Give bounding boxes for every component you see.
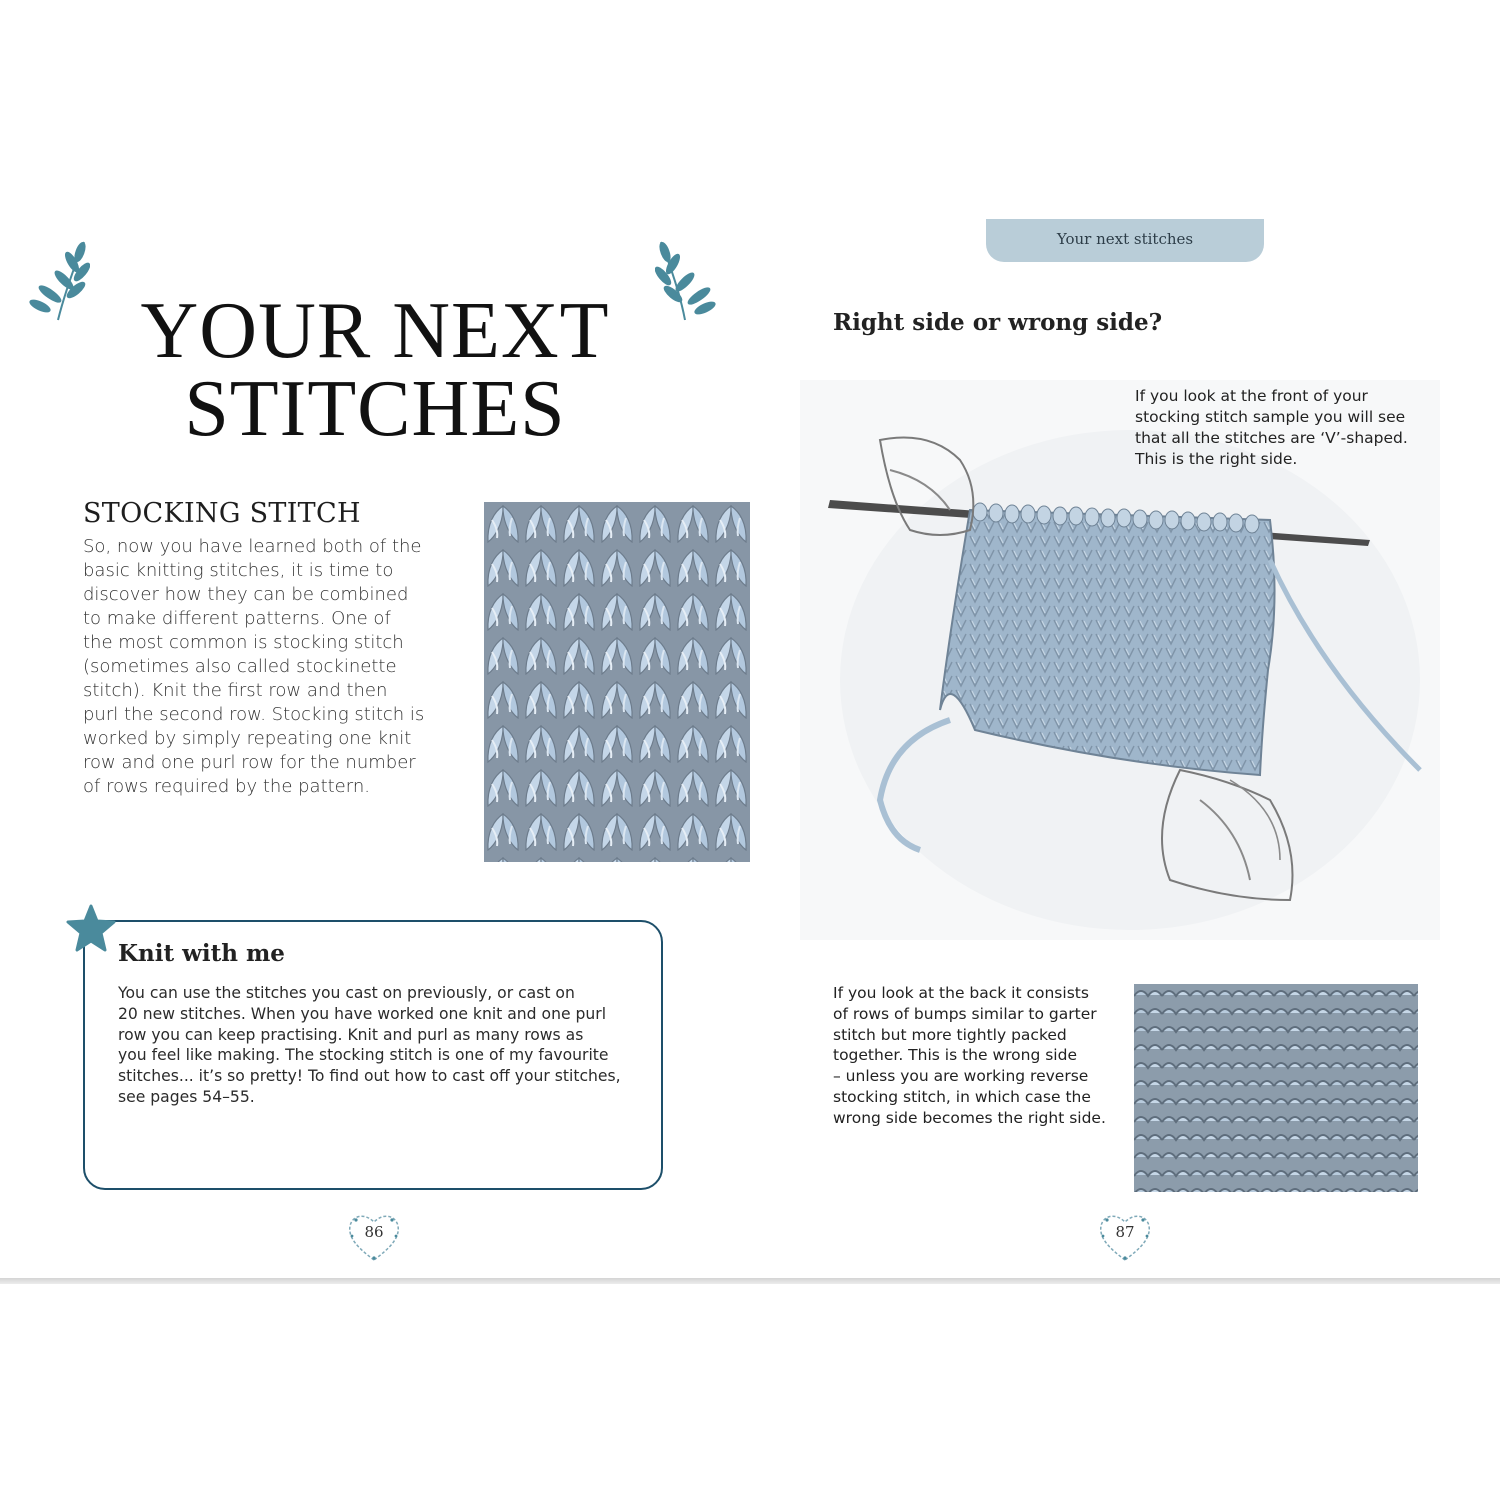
- body-line: worked by simply repeating one knit: [83, 728, 412, 749]
- running-head: Your next stitches: [1056, 230, 1194, 248]
- caption-line: If you look at the back it consists: [833, 984, 1089, 1002]
- tip-text: [118, 983, 648, 1108]
- tip-line: stitches... it’s so pretty! To find out how to cast off your stitches,: [118, 1067, 621, 1086]
- body-line: the most common is stocking stitch: [83, 632, 404, 653]
- caption-line: of rows of bumps similar to garter: [833, 1004, 1097, 1023]
- title-line-1: YOUR NEXT: [140, 287, 610, 375]
- page-number-right: [1095, 1206, 1155, 1266]
- body-line: discover how they can be combined: [83, 584, 409, 605]
- caption-back: [833, 983, 1133, 1129]
- stocking-stitch-swatch-image: [484, 502, 750, 862]
- caption-front: [1135, 386, 1435, 470]
- page-number-86: 86: [364, 1223, 384, 1241]
- caption-line: – unless you are working reverse: [833, 1067, 1089, 1086]
- page-number-left: [344, 1206, 404, 1266]
- body-line: So, now you have learned both of the: [83, 536, 422, 557]
- body-line: basic knitting stitches, it is time to: [83, 560, 394, 581]
- spread-shadow: [0, 1278, 1500, 1284]
- body-line: of rows required by the pattern.: [83, 776, 370, 797]
- right-heading: Right side or wrong side?: [833, 309, 1163, 336]
- caption-line: together. This is the wrong side: [833, 1046, 1077, 1065]
- caption-line: This is the right side.: [1135, 450, 1298, 468]
- body-paragraph: [83, 535, 453, 799]
- page-number-87: 87: [1115, 1223, 1135, 1241]
- star-icon: [66, 904, 116, 952]
- caption-line: stitch but more tightly packed: [833, 1025, 1067, 1044]
- page-title: [80, 287, 670, 453]
- tip-heading: Knit with me: [118, 940, 285, 967]
- body-line: stitch). Knit the first row and then: [83, 680, 388, 701]
- caption-line: wrong side becomes the right side.: [833, 1108, 1106, 1127]
- caption-line: that all the stitches are ‘V’-shaped.: [1135, 429, 1408, 447]
- tip-line: you feel like making. The stocking stitch is one of my favourite: [118, 1046, 609, 1065]
- body-line: to make different patterns. One of: [83, 608, 391, 629]
- body-line: (sometimes also called stockinette: [83, 656, 397, 677]
- caption-line: stocking stitch sample you will see: [1135, 408, 1406, 426]
- tip-line: see pages 54–55.: [118, 1087, 255, 1106]
- purl-side-swatch-image: [1134, 984, 1418, 1192]
- section-heading: STOCKING STITCH: [83, 498, 361, 529]
- title-line-2: STITCHES: [184, 365, 566, 453]
- caption-line: stocking stitch, in which case the: [833, 1087, 1091, 1106]
- tip-line: 20 new stitches. When you have worked one knit and one purl: [118, 1004, 607, 1023]
- caption-line: If you look at the front of your: [1135, 387, 1368, 405]
- tip-line: row you can keep practising. Knit and purl as many rows as: [118, 1025, 584, 1044]
- body-line: purl the second row. Stocking stitch is: [83, 704, 425, 725]
- body-line: row and one purl row for the number: [83, 752, 416, 773]
- tip-line: You can use the stitches you cast on previously, or cast on: [118, 984, 575, 1002]
